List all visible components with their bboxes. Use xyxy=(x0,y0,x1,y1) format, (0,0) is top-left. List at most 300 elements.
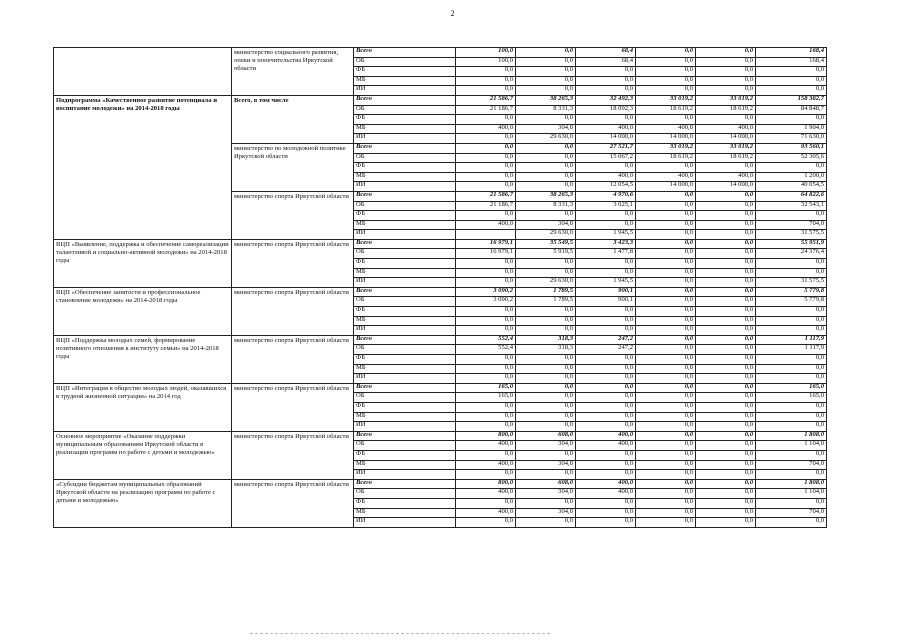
year-value-cell: 0,0 xyxy=(576,259,636,269)
year-value-cell: 0,0 xyxy=(456,115,516,125)
total-value-cell: 0,0 xyxy=(756,259,827,269)
year-value-cell: 0,0 xyxy=(636,518,696,528)
year-value-cell: 18 092,3 xyxy=(576,105,636,115)
year-value-cell: 14 000,0 xyxy=(696,134,756,144)
table-row xyxy=(54,287,827,297)
funding-source-cell: МБ xyxy=(354,220,456,230)
year-value-cell: 5 919,5 xyxy=(516,249,576,259)
funding-source-cell: Всего xyxy=(354,191,456,201)
program-name-cell: Основное мероприятие «Оказание поддержки муниципальным образованиям Иркутской области в реализации программ по работе с детьми и молодежью» xyxy=(54,431,232,479)
year-value-cell: 32 492,3 xyxy=(576,95,636,105)
funding-source-cell: ОБ xyxy=(354,441,456,451)
year-value-cell: 0,0 xyxy=(456,470,516,480)
year-value-cell: 0,0 xyxy=(696,374,756,384)
year-value-cell: 0,0 xyxy=(456,422,516,432)
funding-source-cell: МБ xyxy=(354,124,456,134)
year-value-cell: 0,0 xyxy=(456,278,516,288)
year-value-cell: 16 979,1 xyxy=(456,249,516,259)
year-value-cell: 0,0 xyxy=(636,508,696,518)
year-value-cell: 0,0 xyxy=(636,498,696,508)
year-value-cell: 1 789,5 xyxy=(516,287,576,297)
funding-source-cell: ОБ xyxy=(354,57,456,67)
funding-source-cell: ИИ xyxy=(354,134,456,144)
funding-source-cell: ФБ xyxy=(354,402,456,412)
year-value-cell: 400,0 xyxy=(456,508,516,518)
year-value-cell: 304,0 xyxy=(516,508,576,518)
funding-source-cell: Всего xyxy=(354,287,456,297)
funding-source-cell: ИИ xyxy=(354,182,456,192)
year-value-cell: 400,0 xyxy=(696,172,756,182)
year-value-cell: 0,0 xyxy=(696,316,756,326)
year-value-cell: 0,0 xyxy=(456,134,516,144)
total-value-cell: 55 951,9 xyxy=(756,239,827,249)
year-value-cell: 0,0 xyxy=(516,307,576,317)
year-value-cell: 0,0 xyxy=(636,402,696,412)
year-value-cell: 0,0 xyxy=(636,48,696,58)
funding-source-cell: ОБ xyxy=(354,249,456,259)
year-value-cell: 400,0 xyxy=(576,431,636,441)
year-value-cell: 68,4 xyxy=(576,57,636,67)
year-value-cell: 0,0 xyxy=(456,268,516,278)
table-row xyxy=(54,95,827,105)
year-value-cell: 27 521,7 xyxy=(576,143,636,153)
year-value-cell: 0,0 xyxy=(516,76,576,86)
year-value-cell: 0,0 xyxy=(576,383,636,393)
funding-source-cell: ФБ xyxy=(354,355,456,365)
year-value-cell: 0,0 xyxy=(456,364,516,374)
year-value-cell: 0,0 xyxy=(456,498,516,508)
total-value-cell: 0,0 xyxy=(756,86,827,96)
year-value-cell: 0,0 xyxy=(636,230,696,240)
year-value-cell: 318,3 xyxy=(516,345,576,355)
funding-source-cell: МБ xyxy=(354,412,456,422)
total-value-cell: 0,0 xyxy=(756,498,827,508)
year-value-cell: 0,0 xyxy=(696,268,756,278)
total-value-cell: 31 575,5 xyxy=(756,230,827,240)
funding-source-cell: Всего xyxy=(354,95,456,105)
executor-cell: министерство по молодежной политике Иркутской области xyxy=(232,143,354,191)
funding-source-cell: ОБ xyxy=(354,201,456,211)
total-value-cell: 165,0 xyxy=(756,383,827,393)
year-value-cell: 0,0 xyxy=(636,115,696,125)
total-value-cell: 1 117,9 xyxy=(756,345,827,355)
year-value-cell: 0,0 xyxy=(576,374,636,384)
year-value-cell: 1 789,5 xyxy=(516,297,576,307)
year-value-cell: 0,0 xyxy=(576,460,636,470)
year-value-cell: 0,0 xyxy=(696,508,756,518)
year-value-cell: 0,0 xyxy=(696,287,756,297)
funding-source-cell: ФБ xyxy=(354,67,456,77)
year-value-cell: 0,0 xyxy=(696,86,756,96)
funding-source-cell: МБ xyxy=(354,172,456,182)
executor-cell: министерство спорта Иркутской области xyxy=(232,335,354,383)
year-value-cell: 3 423,3 xyxy=(576,239,636,249)
year-value-cell: 247,2 xyxy=(576,335,636,345)
funding-source-cell: ИИ xyxy=(354,518,456,528)
year-value-cell: 0,0 xyxy=(516,412,576,422)
year-value-cell: 0,0 xyxy=(516,470,576,480)
table-row xyxy=(54,335,827,345)
year-value-cell: 0,0 xyxy=(576,422,636,432)
year-value-cell: 14 000,0 xyxy=(636,182,696,192)
footer-scan-line xyxy=(250,633,550,634)
total-value-cell: 0,0 xyxy=(756,402,827,412)
year-value-cell: 14 000,0 xyxy=(576,134,636,144)
year-value-cell: 4 970,6 xyxy=(576,191,636,201)
year-value-cell: 15 067,2 xyxy=(576,153,636,163)
funding-source-cell: МБ xyxy=(354,460,456,470)
year-value-cell: 0,0 xyxy=(696,393,756,403)
year-value-cell: 900,1 xyxy=(576,287,636,297)
year-value-cell: 0,0 xyxy=(456,374,516,384)
year-value-cell: 35 549,5 xyxy=(516,239,576,249)
funding-source-cell: МБ xyxy=(354,76,456,86)
budget-table xyxy=(53,47,827,528)
year-value-cell: 608,0 xyxy=(516,431,576,441)
year-value-cell: 0,0 xyxy=(516,326,576,336)
year-value-cell: 0,0 xyxy=(516,355,576,365)
year-value-cell: 0,0 xyxy=(516,402,576,412)
executor-cell: министерство спорта Иркутской области xyxy=(232,191,354,239)
year-value-cell: 400,0 xyxy=(576,124,636,134)
year-value-cell: 0,0 xyxy=(516,86,576,96)
total-value-cell: 1 117,9 xyxy=(756,335,827,345)
year-value-cell: 3 025,1 xyxy=(576,201,636,211)
funding-source-cell: ИИ xyxy=(354,470,456,480)
year-value-cell: 0,0 xyxy=(456,76,516,86)
year-value-cell: 0,0 xyxy=(636,355,696,365)
year-value-cell: 0,0 xyxy=(636,460,696,470)
year-value-cell: 304,0 xyxy=(516,441,576,451)
table-row xyxy=(54,479,827,489)
year-value-cell: 12 054,5 xyxy=(576,182,636,192)
year-value-cell: 0,0 xyxy=(696,239,756,249)
table-row xyxy=(54,431,827,441)
year-value-cell: 165,0 xyxy=(456,383,516,393)
year-value-cell: 247,2 xyxy=(576,345,636,355)
year-value-cell: 1 945,5 xyxy=(576,278,636,288)
year-value-cell: 0,0 xyxy=(516,67,576,77)
executor-cell: министерство спорта Иркутской области xyxy=(232,287,354,335)
program-name-cell: ВЦП «Поддержка молодых семей, формирование позитивного отношения к институту семьи» на 2014-2018 годы xyxy=(54,335,232,383)
year-value-cell: 0,0 xyxy=(636,335,696,345)
year-value-cell: 0,0 xyxy=(636,489,696,499)
year-value-cell: 0,0 xyxy=(456,163,516,173)
year-value-cell: 0,0 xyxy=(636,57,696,67)
year-value-cell: 0,0 xyxy=(516,153,576,163)
total-value-cell: 158 382,7 xyxy=(756,95,827,105)
executor-cell: министерство спорта Иркутской области xyxy=(232,479,354,527)
total-value-cell: 0,0 xyxy=(756,326,827,336)
funding-source-cell: Всего xyxy=(354,48,456,58)
year-value-cell: 0,0 xyxy=(636,374,696,384)
total-value-cell: 1 808,0 xyxy=(756,431,827,441)
year-value-cell: 1 945,5 xyxy=(576,230,636,240)
funding-source-cell: ФБ xyxy=(354,259,456,269)
year-value-cell: 0,0 xyxy=(636,345,696,355)
year-value-cell: 0,0 xyxy=(636,201,696,211)
year-value-cell: 552,4 xyxy=(456,335,516,345)
year-value-cell: 0,0 xyxy=(696,259,756,269)
year-value-cell: 0,0 xyxy=(576,76,636,86)
year-value-cell: 29 630,0 xyxy=(516,278,576,288)
funding-source-cell: ИИ xyxy=(354,422,456,432)
funding-source-cell: МБ xyxy=(354,508,456,518)
year-value-cell: 400,0 xyxy=(636,172,696,182)
year-value-cell: 0,0 xyxy=(456,316,516,326)
year-value-cell: 0,0 xyxy=(696,297,756,307)
year-value-cell: 400,0 xyxy=(456,460,516,470)
total-value-cell: 168,4 xyxy=(756,48,827,58)
year-value-cell: 0,0 xyxy=(516,259,576,269)
program-name-cell xyxy=(54,48,232,96)
year-value-cell: 0,0 xyxy=(636,393,696,403)
year-value-cell: 400,0 xyxy=(576,172,636,182)
funding-source-cell: ФБ xyxy=(354,163,456,173)
year-value-cell: 0,0 xyxy=(696,518,756,528)
year-value-cell: 0,0 xyxy=(516,498,576,508)
year-value-cell: 400,0 xyxy=(696,124,756,134)
year-value-cell: 400,0 xyxy=(576,479,636,489)
year-value-cell: 0,0 xyxy=(576,326,636,336)
year-value-cell: 0,0 xyxy=(696,364,756,374)
year-value-cell: 0,0 xyxy=(636,470,696,480)
funding-source-cell: ОБ xyxy=(354,489,456,499)
year-value-cell: 14 000,0 xyxy=(696,182,756,192)
year-value-cell: 0,0 xyxy=(636,364,696,374)
year-value-cell: 0,0 xyxy=(696,479,756,489)
year-value-cell: 0,0 xyxy=(696,48,756,58)
year-value-cell: 0,0 xyxy=(576,450,636,460)
year-value-cell: 800,0 xyxy=(456,479,516,489)
year-value-cell: 318,3 xyxy=(516,335,576,345)
year-value-cell: 0,0 xyxy=(516,211,576,221)
year-value-cell: 0,0 xyxy=(696,489,756,499)
year-value-cell: 0,0 xyxy=(456,182,516,192)
year-value-cell: 0,0 xyxy=(576,355,636,365)
year-value-cell: 400,0 xyxy=(456,489,516,499)
year-value-cell: 304,0 xyxy=(516,124,576,134)
total-value-cell: 0,0 xyxy=(756,115,827,125)
funding-source-cell: ИИ xyxy=(354,278,456,288)
year-value-cell: 0,0 xyxy=(696,230,756,240)
year-value-cell: 0,0 xyxy=(636,479,696,489)
year-value-cell: 33 019,2 xyxy=(636,143,696,153)
total-value-cell: 704,0 xyxy=(756,220,827,230)
total-value-cell: 0,0 xyxy=(756,470,827,480)
year-value-cell: 0,0 xyxy=(636,86,696,96)
year-value-cell: 0,0 xyxy=(456,412,516,422)
funding-source-cell: ФБ xyxy=(354,307,456,317)
year-value-cell: 0,0 xyxy=(696,163,756,173)
funding-source-cell: ОБ xyxy=(354,105,456,115)
year-value-cell: 0,0 xyxy=(516,383,576,393)
year-value-cell: 0,0 xyxy=(696,307,756,317)
year-value-cell: 0,0 xyxy=(516,268,576,278)
year-value-cell: 0,0 xyxy=(636,220,696,230)
executor-cell: Всего, в том числе xyxy=(232,95,354,143)
total-value-cell: 1 104,0 xyxy=(756,441,827,451)
funding-source-cell: Всего xyxy=(354,479,456,489)
year-value-cell: 0,0 xyxy=(456,153,516,163)
year-value-cell: 0,0 xyxy=(576,211,636,221)
year-value-cell: 0,0 xyxy=(696,355,756,365)
year-value-cell: 3 090,2 xyxy=(456,287,516,297)
funding-source-cell: ИИ xyxy=(354,230,456,240)
year-value-cell: 0,0 xyxy=(636,278,696,288)
total-value-cell: 0,0 xyxy=(756,412,827,422)
executor-cell: министерство социального развития, опеки и попечительства Иркутской области xyxy=(232,48,354,96)
year-value-cell: 0,0 xyxy=(636,326,696,336)
year-value-cell: 0,0 xyxy=(696,450,756,460)
year-value-cell: 0,0 xyxy=(696,422,756,432)
year-value-cell: 552,4 xyxy=(456,345,516,355)
year-value-cell: 0,0 xyxy=(576,115,636,125)
year-value-cell: 21 186,7 xyxy=(456,201,516,211)
year-value-cell: 33 019,2 xyxy=(696,95,756,105)
year-value-cell: 0,0 xyxy=(636,259,696,269)
year-value-cell: 0,0 xyxy=(636,163,696,173)
year-value-cell: 0,0 xyxy=(696,278,756,288)
year-value-cell: 0,0 xyxy=(696,67,756,77)
year-value-cell: 0,0 xyxy=(456,143,516,153)
program-name-cell: «Субсидии бюджетам муниципальных образований Иркутской области на реализацию программ по работе с детьми и молодежью» xyxy=(54,479,232,527)
year-value-cell: 0,0 xyxy=(696,412,756,422)
year-value-cell: 0,0 xyxy=(696,345,756,355)
year-value-cell: 0,0 xyxy=(636,67,696,77)
year-value-cell: 165,0 xyxy=(456,393,516,403)
year-value-cell: 0,0 xyxy=(516,163,576,173)
total-value-cell: 0,0 xyxy=(756,364,827,374)
year-value-cell: 0,0 xyxy=(696,431,756,441)
year-value-cell: 608,0 xyxy=(516,479,576,489)
year-value-cell: 0,0 xyxy=(696,326,756,336)
total-value-cell: 0,0 xyxy=(756,67,827,77)
funding-source-cell: ОБ xyxy=(354,393,456,403)
year-value-cell: 29 630,0 xyxy=(516,230,576,240)
year-value-cell: 0,0 xyxy=(516,374,576,384)
year-value-cell: 0,0 xyxy=(576,470,636,480)
year-value-cell: 0,0 xyxy=(516,115,576,125)
funding-source-cell: МБ xyxy=(354,316,456,326)
program-name-cell: ВЦП «Интеграция в общество молодых людей, оказавшихся в трудной жизненной ситуации» на 2014 год xyxy=(54,383,232,431)
year-value-cell: 8 331,3 xyxy=(516,105,576,115)
year-value-cell: 0,0 xyxy=(576,86,636,96)
total-value-cell: 0,0 xyxy=(756,268,827,278)
funding-source-cell: Всего xyxy=(354,335,456,345)
year-value-cell: 0,0 xyxy=(636,239,696,249)
year-value-cell: 18 619,2 xyxy=(696,105,756,115)
year-value-cell: 0,0 xyxy=(516,172,576,182)
year-value-cell: 0,0 xyxy=(576,393,636,403)
year-value-cell: 33 019,2 xyxy=(696,143,756,153)
year-value-cell: 0,0 xyxy=(696,460,756,470)
year-value-cell: 0,0 xyxy=(696,211,756,221)
year-value-cell: 0,0 xyxy=(636,422,696,432)
total-value-cell: 0,0 xyxy=(756,307,827,317)
year-value-cell: 400,0 xyxy=(456,441,516,451)
total-value-cell: 5 779,8 xyxy=(756,297,827,307)
table-row xyxy=(54,239,827,249)
year-value-cell: 0,0 xyxy=(576,364,636,374)
total-value-cell: 24 376,4 xyxy=(756,249,827,259)
year-value-cell: 0,0 xyxy=(516,393,576,403)
total-value-cell: 1 904,0 xyxy=(756,124,827,134)
year-value-cell: 0,0 xyxy=(696,191,756,201)
year-value-cell: 400,0 xyxy=(576,441,636,451)
year-value-cell: 0,0 xyxy=(636,76,696,86)
total-value-cell: 704,0 xyxy=(756,460,827,470)
year-value-cell: 304,0 xyxy=(516,460,576,470)
year-value-cell: 29 630,0 xyxy=(516,134,576,144)
year-value-cell: 0,0 xyxy=(576,220,636,230)
year-value-cell: 0,0 xyxy=(696,402,756,412)
total-value-cell: 0,0 xyxy=(756,422,827,432)
year-value-cell: 0,0 xyxy=(636,268,696,278)
program-name-cell: Подпрограмма «Качественное развитие потенциала и воспитание молодежи» на 2014-2018 годы xyxy=(54,95,232,239)
funding-source-cell: Всего xyxy=(354,431,456,441)
funding-source-cell: ИИ xyxy=(354,86,456,96)
year-value-cell: 0,0 xyxy=(576,163,636,173)
year-value-cell: 304,0 xyxy=(516,220,576,230)
year-value-cell: 21 586,7 xyxy=(456,95,516,105)
year-value-cell: 18 619,2 xyxy=(696,153,756,163)
total-value-cell: 32 543,1 xyxy=(756,201,827,211)
year-value-cell: 21 186,7 xyxy=(456,105,516,115)
funding-source-cell: ИИ xyxy=(354,326,456,336)
program-name-cell: ВЦП «Выявление, поддержка и обеспечение самореализации талантливой и социально-активной молодежи» на 2014-2018 годы xyxy=(54,239,232,287)
total-value-cell: 0,0 xyxy=(756,211,827,221)
year-value-cell: 900,1 xyxy=(576,297,636,307)
year-value-cell: 38 265,3 xyxy=(516,95,576,105)
year-value-cell: 18 619,2 xyxy=(636,105,696,115)
funding-source-cell: ИИ xyxy=(354,374,456,384)
total-value-cell: 0,0 xyxy=(756,355,827,365)
year-value-cell: 0,0 xyxy=(696,220,756,230)
year-value-cell: 0,0 xyxy=(696,470,756,480)
year-value-cell: 0,0 xyxy=(636,287,696,297)
executor-cell: министерство спорта Иркутской области xyxy=(232,431,354,479)
year-value-cell: 0,0 xyxy=(516,182,576,192)
total-value-cell: 0,0 xyxy=(756,163,827,173)
year-value-cell: 400,0 xyxy=(636,124,696,134)
total-value-cell: 0,0 xyxy=(756,450,827,460)
year-value-cell: 0,0 xyxy=(456,259,516,269)
year-value-cell: 0,0 xyxy=(696,115,756,125)
year-value-cell: 14 000,0 xyxy=(636,134,696,144)
total-value-cell: 165,0 xyxy=(756,393,827,403)
funding-source-cell: ФБ xyxy=(354,498,456,508)
year-value-cell: 0,0 xyxy=(456,450,516,460)
table-row xyxy=(54,383,827,393)
total-value-cell: 0,0 xyxy=(756,316,827,326)
year-value-cell: 0,0 xyxy=(636,211,696,221)
year-value-cell: 16 979,1 xyxy=(456,239,516,249)
funding-source-cell: Всего xyxy=(354,383,456,393)
year-value-cell: 0,0 xyxy=(456,67,516,77)
funding-source-cell: Всего xyxy=(354,239,456,249)
total-value-cell: 1 200,0 xyxy=(756,172,827,182)
total-value-cell: 64 822,6 xyxy=(756,191,827,201)
year-value-cell: 0,0 xyxy=(576,508,636,518)
year-value-cell: 68,4 xyxy=(576,48,636,58)
total-value-cell: 1 808,0 xyxy=(756,479,827,489)
funding-source-cell: ФБ xyxy=(354,450,456,460)
year-value-cell: 0,0 xyxy=(636,431,696,441)
year-value-cell: 0,0 xyxy=(636,412,696,422)
year-value-cell: 304,0 xyxy=(516,489,576,499)
year-value-cell: 33 019,2 xyxy=(636,95,696,105)
